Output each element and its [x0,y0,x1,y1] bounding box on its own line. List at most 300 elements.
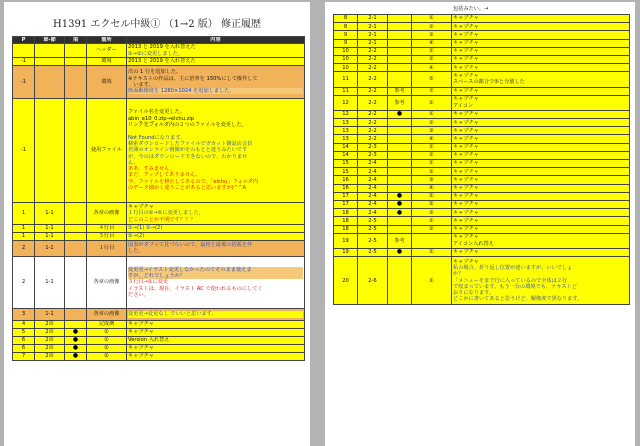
page-number-cell: 2 [13,240,35,256]
table-row [334,143,630,151]
content-line: キャプチャ [453,217,479,224]
content-cell [452,184,630,192]
page-number-cell: 19 [334,233,358,248]
page-number-cell: 19 [334,248,358,256]
item-cell [388,176,412,184]
content-line: キャプチャ [453,225,479,232]
content-line: キャプチャ [453,119,479,126]
content-cell [452,72,630,87]
section-cell: 2-5 [358,248,388,256]
page-number-cell: 5 [13,328,35,336]
content-cell [452,87,630,95]
location-cell: 完成例 [87,320,127,328]
content-cell [127,308,305,320]
page-number-cell: 17 [334,192,358,200]
item-cell [65,202,87,224]
content-line: います。 [128,81,154,88]
content-line: キャプチャ [453,201,479,208]
content-cell [452,47,630,55]
content-cell [452,95,630,110]
section-cell [35,98,65,202]
content-line: ださい。 [128,291,149,298]
location-cell: ① [412,47,452,55]
section-cell: 1-1 [35,202,65,224]
section-cell: 2-2 [358,64,388,72]
content-cell [452,143,630,151]
section-cell: 1-1 [35,308,65,320]
section-cell: 2-2 [358,47,388,55]
page-number-cell: 6 [13,344,35,352]
content-line: まだ、アップしてありません。 [128,172,201,179]
content-line: 変更更→イラスト変更しなかったのでそのまま使えま [128,267,303,273]
table-row [334,225,630,233]
page-number-cell: 1 [13,202,35,224]
content-line: キャプチャ [453,87,479,94]
location-cell: ４行目 [87,224,127,232]
table-row [334,192,630,200]
table-row [334,87,630,95]
content-cell [127,320,305,328]
content-cell [452,31,630,39]
item-cell [388,15,412,23]
table-row [13,224,305,232]
content-cell [452,119,630,127]
header-cell: P [13,37,35,44]
location-cell: ① [412,248,452,256]
section-cell: 2-2 [358,119,388,127]
content-cell [452,160,630,168]
location-cell: ① [412,192,452,200]
content-line: ②→(2) [128,233,145,240]
location-cell: ① [412,95,452,110]
page-number-cell: 9 [334,31,358,39]
section-cell: 2-2 [358,95,388,110]
table-row [13,44,305,58]
location-cell: ③ [412,176,452,184]
location-cell: ③ [412,127,452,135]
location-cell: ① [412,143,452,151]
left-page [4,2,310,446]
section-cell: 2-4 [358,176,388,184]
page-number-cell: -1 [13,57,35,65]
item-cell: 参考 [388,87,412,95]
content-line: キャプチャ [453,135,479,142]
content-cell [127,344,305,352]
section-cell: 2-1 [358,31,388,39]
location-cell: ② [412,119,452,127]
content-line: キャプチャ [453,176,479,183]
header-cell: 内容 [127,37,305,44]
page-number-cell [13,44,35,58]
section-cell: 2章 [35,320,65,328]
item-cell [388,151,412,159]
content-line: キャプチャ [453,127,479,134]
table-row [334,23,630,31]
content-line: キャプチャ [453,73,479,80]
content-line: ファイル名を変更した。 [128,109,185,116]
item-cell [65,256,87,308]
location-cell: ① [412,217,452,225]
item-cell: ● [388,209,412,217]
content-line: アイコン [453,102,474,109]
item-cell [65,240,87,256]
item-cell: ● [388,192,412,200]
table-row [13,344,305,352]
section-cell: 2-4 [358,184,388,192]
location-cell: 各章の画像 [87,308,127,320]
content-cell [452,168,630,176]
location-cell: ② [412,151,452,159]
content-line: どこかに書いてあると思うけど、解像度で異なります。 [453,296,583,303]
content-cell [127,98,305,202]
content-cell [127,44,305,58]
page-number-cell: 8 [334,15,358,23]
section-cell: 2章 [35,336,65,344]
section-cell: 2-4 [358,160,388,168]
table-row [13,336,305,344]
section-cell: 1-1 [35,224,65,232]
table-row [334,209,630,217]
table-row [13,328,305,336]
page-number-cell: 17 [334,200,358,208]
section-cell: 2章 [35,344,65,352]
page-number-cell: 10 [334,55,358,63]
page-number-cell: 20 [334,257,358,305]
content-line: 「メニューをまで行に入っているので全体は２行 [453,277,568,284]
location-cell: 各章の画像 [87,256,127,308]
document-title: H1391 エクセル中級① （1→2 版） 修正履歴 [53,19,261,30]
content-cell [452,225,630,233]
content-cell [452,127,630,135]
table-row [334,119,630,127]
content-cell [452,15,630,23]
location-cell: 環境 [87,57,127,65]
section-cell: 2-4 [358,192,388,200]
table-row [334,217,630,225]
item-cell [388,135,412,143]
table-row [334,151,630,159]
section-cell: 2-2 [358,55,388,63]
content-line: キャプチャ [453,64,479,71]
content-line: キャプチャ [128,203,154,210]
content-line: キャプチャ [453,23,479,30]
page-number-cell: 12 [334,110,358,118]
section-cell [35,44,65,58]
table-row [13,308,305,320]
item-cell: ● [65,344,87,352]
table-row [13,240,305,256]
item-cell: ● [65,352,87,360]
table-row [13,320,305,328]
table-row [334,135,630,143]
content-line: か？ [453,271,464,278]
table-row [334,257,630,305]
page-number-cell: 18 [334,225,358,233]
table-row [334,127,630,135]
page-number-cell: 8 [334,23,358,31]
table-row [334,168,630,176]
section-cell: 2-1 [358,39,388,47]
page-number-cell: 9 [334,39,358,47]
content-line: キャプチャ [453,249,479,256]
content-line: キャプチャ [453,193,479,200]
table-row [334,55,630,63]
content-line: 名簿のオンライン画像がそのもとと違うみたいです [128,147,248,154]
content-line: キャプチャ [453,31,479,38]
content-line: Version 入れ替え [128,337,170,344]
page-number-cell: 1 [13,224,35,232]
table-row [13,98,305,202]
section-cell [35,65,65,98]
content-line: キャプチャ [128,353,154,360]
content-cell [127,336,305,344]
content-line: おりになります。 [453,290,495,297]
table-row [334,15,630,23]
header-cell: 項 [65,37,87,44]
content-line: で収まっています。もう一台の環境でも、テキストど [453,283,577,290]
content-line: イラストは、現在、イラスト AC で使われるものにしてく [128,285,263,292]
content-line: ①→(1) ②→(2) [128,225,163,232]
item-cell [388,127,412,135]
table-row [334,160,630,168]
content-line: した。 [128,248,144,255]
section-cell: 1-1 [35,240,65,256]
content-line: ５行目→①に変更 [128,279,169,286]
item-cell [388,168,412,176]
location-cell: ④ [412,184,452,192]
page-number-cell: 6 [13,336,35,344]
item-cell [65,57,87,65]
location-cell: 環境 [87,65,127,98]
table-row [334,39,630,47]
content-line: リンク先フォルダ内の２つのファイルを変更した。 [128,122,247,129]
location-cell: ④ [412,135,452,143]
section-cell: 2-4 [358,209,388,217]
table-row [334,31,630,39]
content-line: のデータ細かく違うことがあると思いますが(^^A [128,185,247,192]
page-number-cell: 1 [13,232,35,240]
content-line: スペースの都合で⑤と分割した [453,79,525,86]
page-number-cell: 2 [13,256,35,308]
content-line: キャプチャ [453,96,479,103]
item-cell [388,47,412,55]
item-cell: ● [388,110,412,118]
page-number-cell: 14 [334,143,358,151]
item-cell [65,98,87,202]
page-number-cell: 18 [334,217,358,225]
page-number-cell: -1 [13,98,35,202]
table-header-row [13,37,305,44]
location-cell: ② [87,344,127,352]
content-cell [127,202,305,224]
location-cell: ５行目 [87,232,127,240]
content-line: ああ、すみません。 [128,166,175,173]
item-cell [388,257,412,305]
item-cell [388,217,412,225]
content-line: キャプチャ [453,40,479,46]
section-cell: 2-2 [358,135,388,143]
section-cell: 2-4 [358,200,388,208]
page-number-cell: 10 [334,47,358,55]
content-line: ん。 [128,159,139,166]
location-cell: ① [87,336,127,344]
item-cell [388,31,412,39]
content-cell [452,200,630,208]
section-cell: 2-5 [358,225,388,233]
table-row [13,202,305,224]
location-cell: ② [412,168,452,176]
location-cell: ⑦ [412,87,452,95]
revision-table-left [12,36,305,361]
content-cell [452,151,630,159]
content-cell [127,65,305,98]
page-number-cell: 12 [334,95,358,110]
section-cell: 2-1 [358,23,388,31]
content-cell [452,257,630,305]
table-row [334,184,630,192]
table-row [334,64,630,72]
content-line: キャプチャ [128,321,154,328]
page-number-cell: 4 [13,320,35,328]
content-cell [127,232,305,240]
content-line: abin_e10_0.zip→elchu.zip [128,115,195,122]
content-line: キャプチャ [453,15,479,22]
item-cell [65,308,87,320]
page-number-cell: -1 [13,65,35,98]
content-line: 図表がダブって見づらいので、最初と最後の括弧を外 [128,242,253,249]
content-cell [452,23,630,31]
section-cell: 1-1 [35,256,65,308]
item-cell [388,184,412,192]
section-cell: 2-3 [358,151,388,159]
page-number-cell: 16 [334,184,358,192]
content-cell [452,192,630,200]
section-cell: 1-1 [35,232,65,240]
content-line: 画面解像度を 1280×1024 を追加しました。 [128,88,303,94]
location-cell: 使用ファイル [87,98,127,202]
location-cell: １行目 [87,240,127,256]
page-number-cell: 15 [334,168,358,176]
content-line: 変更更→変更なし でいいと思います。 [128,311,303,317]
table-row [13,57,305,65]
content-line: キャプチャ [453,258,479,265]
content-line: キャプチャ [128,329,154,336]
content-cell [452,135,630,143]
section-cell: 2章 [35,328,65,336]
item-cell [388,160,412,168]
content-line: 今、ファイルを修正してあるので、「elchu」フォルダ内 [128,178,259,185]
item-cell [65,224,87,232]
location-cell: ① [87,328,127,336]
item-cell: ● [388,248,412,256]
content-line: キャプチャ [453,160,479,167]
section-cell: 2-2 [358,87,388,95]
item-cell [65,232,87,240]
content-line: １行目の①→①に変更しました。 [128,210,204,217]
location-cell [412,233,452,248]
location-cell: ヘッダー [87,44,127,58]
section-cell: 2-4 [358,168,388,176]
item-cell [388,119,412,127]
section-cell: 2-2 [358,72,388,87]
content-line: が、今のはダウンロードできないので、わかりませ [128,153,248,160]
table-row [334,95,630,110]
content-line: どこのことか不明です？？？ [128,216,196,223]
content-line: キャプチャ [453,209,479,216]
content-line: ※テキストの作品は、主に倍率を 150%にして操作して [128,75,258,82]
top-note: 包括みたい。→ [453,6,489,12]
item-cell [388,64,412,72]
content-cell [127,224,305,232]
content-cell [452,233,630,248]
table-row [334,47,630,55]
content-cell [127,57,305,65]
page-number-cell: 3 [13,308,35,320]
page-number-cell: 13 [334,127,358,135]
section-cell: 2-2 [358,127,388,135]
content-line: アイコン入れ替え [453,240,494,247]
location-cell: ② [412,23,452,31]
section-cell: 2章 [35,352,65,360]
item-cell [65,44,87,58]
right-page [325,2,635,446]
item-cell: 参考 [388,95,412,110]
location-cell: ② [87,352,127,360]
item-cell: 参考 [388,233,412,248]
page-number-cell: 15 [334,160,358,168]
item-cell [65,320,87,328]
table-row [13,65,305,98]
item-cell [388,39,412,47]
content-line: キャプチャ [453,152,479,159]
page-number-cell: 10 [334,64,358,72]
item-cell [65,65,87,98]
content-line: 私の場合、折り返し位置が違いますが、いいでしょ [453,264,573,271]
content-cell [452,39,630,47]
location-cell: ④ [412,64,452,72]
content-line: 検索ダウンロードしたファイルでガカット雑誌店会員 [128,140,253,147]
content-cell [452,110,630,118]
table-row [334,110,630,118]
table-row [13,256,305,308]
content-cell [452,55,630,63]
section-cell: 2-1 [358,15,388,23]
section-cell: 2-6 [358,257,388,305]
location-cell: ③ [412,31,452,39]
item-cell: ● [65,328,87,336]
table-row [334,176,630,184]
location-cell: ① [412,15,452,23]
page-number-cell: 13 [334,135,358,143]
content-line: キャプチャ [453,111,479,118]
content-cell [452,64,630,72]
section-cell: 2-5 [358,233,388,248]
content-line: キャプチャ [453,144,479,151]
content-line: 2013 と 2019 を入れ替えた [128,58,196,65]
content-cell [127,352,305,360]
header-cell: 箇所 [87,37,127,44]
item-cell [388,55,412,63]
content-line: キャプチャ [128,345,154,352]
revision-table-right [333,14,630,305]
content-line: すが、どれでしょうか？ [128,273,303,279]
item-cell [388,72,412,87]
section-cell: 2-2 [358,110,388,118]
location-cell: ③ [412,209,452,217]
section-cell: 2-5 [358,217,388,225]
location-cell: ① [412,257,452,305]
location-cell: ② [412,55,452,63]
